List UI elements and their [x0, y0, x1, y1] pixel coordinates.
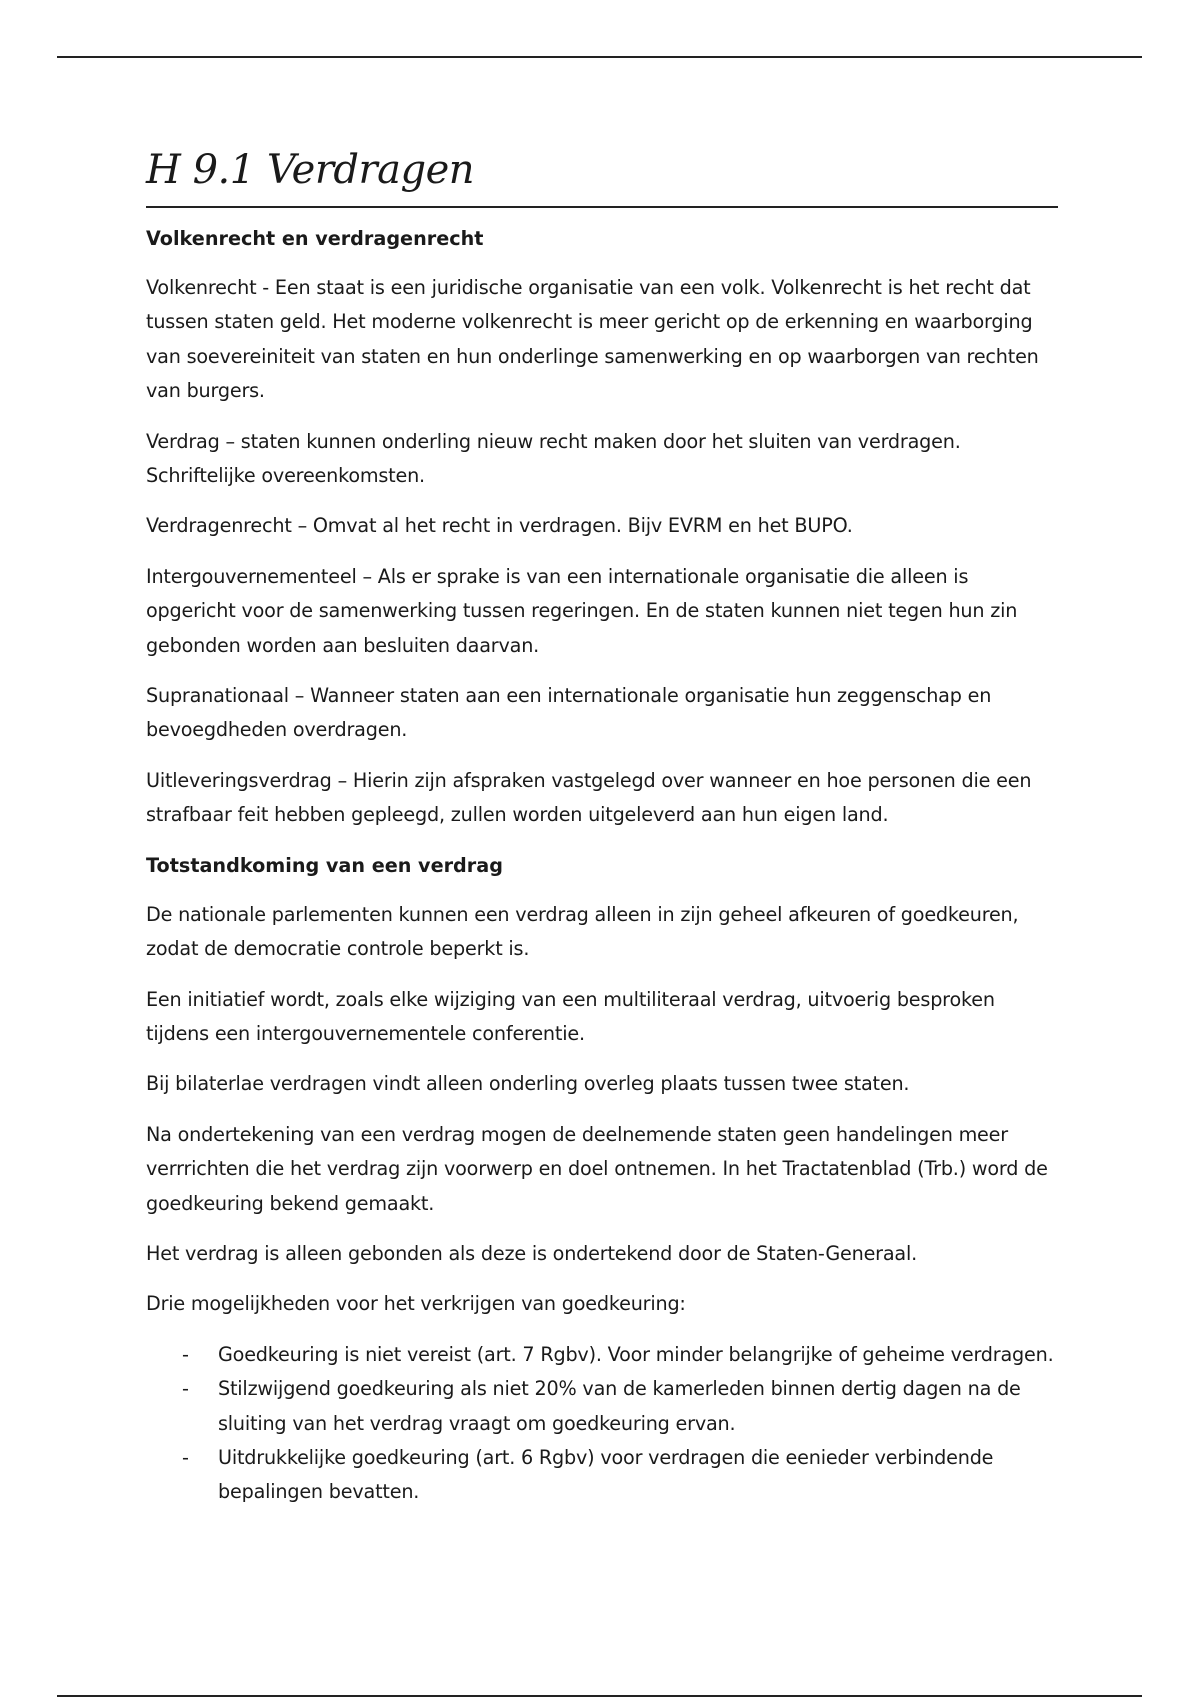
top-rule — [57, 56, 1142, 58]
list-item — [146, 1441, 1058, 1510]
paragraph-ondertekening: Na ondertekening van een verdrag mogen de deelnemende staten geen handelingen meer verrrichten die het verdrag zijn voorwerp en doel ontnemen. In het Tractatenblad (Trb.) word de goedkeuring bekend gemaakt. — [146, 1122, 1048, 1215]
document-body — [146, 140, 1058, 1510]
paragraph-intergouvernementeel: Intergouvernementeel – Als er sprake is van een internationale organisatie die alleen is opgericht voor de samenwerking tussen regeringen. En de staten kunnen niet tegen hun zin gebonden worden aan besluiten daarvan. — [146, 564, 1018, 657]
section-heading: Totstandkoming van een verdrag — [146, 853, 503, 877]
section-totstandkoming — [146, 849, 1058, 1510]
list-bullet: - — [182, 1445, 189, 1469]
paragraph-volkenrecht: Volkenrecht - Een staat is een juridische organisatie van een volk. Volkenrecht is het recht dat tussen staten geld. Het moderne volkenrecht is meer gericht op de erkenning en waarborging van soevereiniteit van staten en hun onderlinge samenwerking en op waarborgen van rechten van burgers. — [146, 276, 1039, 403]
bottom-rule — [57, 1695, 1142, 1697]
list-item-text: Uitdrukkelijke goedkeuring (art. 6 Rgbv) voor verdragen die eenieder verbindende bepalingen bevatten. — [218, 1445, 994, 1504]
list-bullet: - — [182, 1377, 189, 1401]
paragraph-supranationaal: Supranationaal – Wanneer staten aan een internationale organisatie hun zeggenschap en bevoegdheden overdragen. — [146, 684, 992, 742]
list-item-text: Goedkeuring is niet vereist (art. 7 Rgbv). Voor minder belangrijke of geheime verdragen. — [218, 1342, 1054, 1366]
list-item — [146, 1338, 1058, 1372]
list-item-text: Stilzwijgend goedkeuring als niet 20% van de kamerleden binnen dertig dagen na de sluiting van het verdrag vraagt om goedkeuring ervan. — [218, 1377, 1021, 1435]
section-heading: Volkenrecht en verdragenrecht — [146, 227, 484, 250]
section-volkenrecht — [146, 222, 1058, 833]
paragraph-uitleveringsverdrag: Uitleveringsverdrag – Hierin zijn afspraken vastgelegd over wanneer en hoe personen die een strafbaar feit hebben gepleegd, zullen worden uitgeleverd aan hun eigen land. — [146, 768, 1032, 827]
paragraph-mogelijkheden: Drie mogelijkheden voor het verkrijgen van goedkeuring: — [146, 1292, 686, 1316]
page-title: H 9.1 Verdragen — [146, 140, 1058, 208]
paragraph-verdrag: Verdrag – staten kunnen onderling nieuw recht maken door het sluiten van verdragen. Schriftelijke overeenkomsten. — [146, 429, 961, 488]
paragraph-initiatief: Een initiatief wordt, zoals elke wijziging van een multiliteraal verdrag, uitvoerig besproken tijdens een intergouvernementele conferentie. — [146, 987, 995, 1045]
goedkeuring-list — [146, 1338, 1058, 1510]
list-item — [146, 1372, 1058, 1441]
paragraph-bilateraal: Bij bilaterlae verdragen vindt alleen onderling overleg plaats tussen twee staten. — [146, 1072, 910, 1096]
paragraph-gebonden: Het verdrag is alleen gebonden als deze is ondertekend door de Staten-Generaal. — [146, 1241, 918, 1265]
paragraph-verdragenrecht: Verdragenrecht – Omvat al het recht in verdragen. Bijv EVRM en het BUPO. — [146, 514, 853, 538]
list-bullet: - — [182, 1342, 189, 1366]
paragraph-parlementen: De nationale parlementen kunnen een verdrag alleen in zijn geheel afkeuren of goedkeuren, zodat de democratie controle beperkt is. — [146, 902, 1019, 961]
